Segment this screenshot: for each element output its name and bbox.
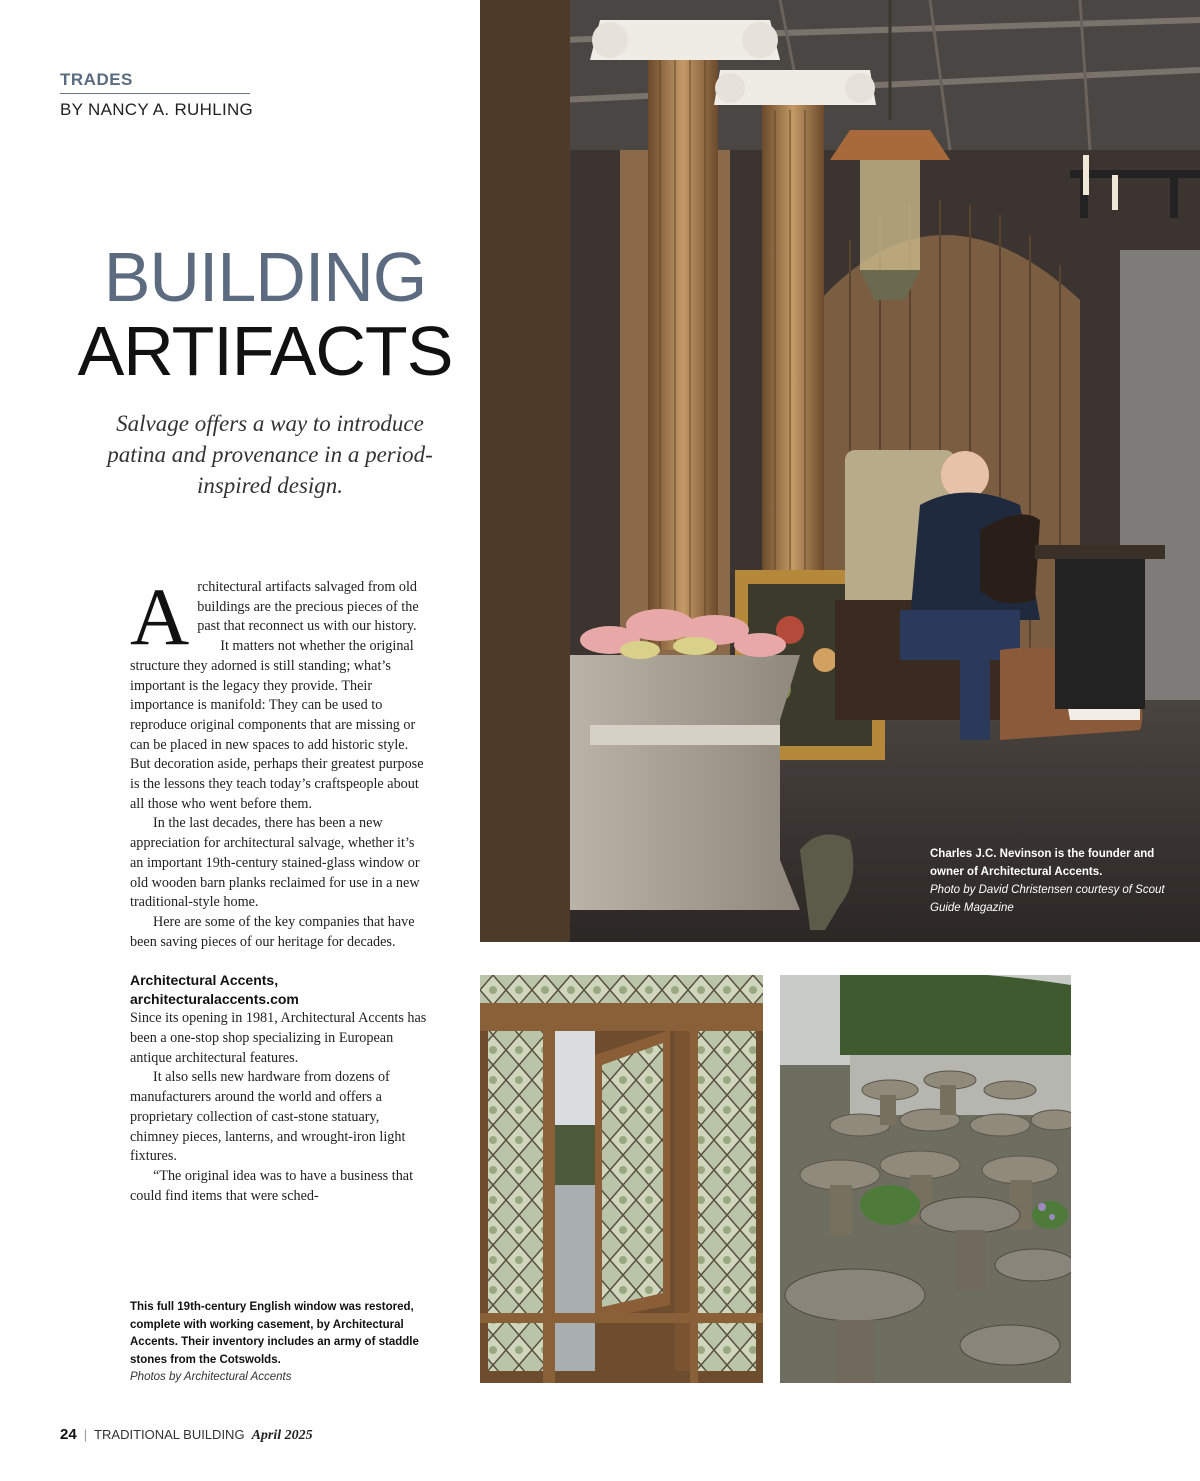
bottom-caption-credit: Photos by Architectural Accents <box>130 1371 292 1383</box>
article-body <box>130 571 430 1206</box>
headline-line-1: BUILDING <box>103 238 427 316</box>
paragraph-6: It also sells new hardware from dozens of manufacturers around the world and offers a proprietary collection of cast-stone statuary, chimney pieces, lanterns, and wrought-iron light fixtures. <box>130 1069 406 1165</box>
headline <box>60 240 470 388</box>
page-number: 24 <box>60 1426 77 1443</box>
main-caption-text: Charles J.C. Nevinson is the founder and owner of Architectural Accents. <box>930 848 1155 878</box>
drop-cap: A <box>130 571 190 662</box>
main-photo <box>480 0 1200 942</box>
bottom-photos-caption <box>130 1299 430 1387</box>
staddle-stones-photo <box>780 975 1071 1383</box>
paragraph-1 <box>130 571 430 662</box>
paragraph-5: Since its opening in 1981, Architectural Accents has been a one-stop shop specializing in European antique architectural features. <box>130 1010 427 1066</box>
main-photo-caption <box>930 845 1180 917</box>
page-footer <box>60 1426 313 1444</box>
main-caption-credit: Photo by David Christensen courtesy of Scout Guide Magazine <box>930 884 1165 914</box>
stained-glass-window-photo <box>480 975 763 1383</box>
headline-line-2: ARTIFACTS <box>77 312 453 390</box>
section-label: TRADES <box>60 70 250 94</box>
paragraph-4: Here are some of the key companies that have been saving pieces of our heritage for decades. <box>130 913 415 950</box>
issue-date: April 2025 <box>251 1428 313 1443</box>
byline: BY NANCY A. RUHLING <box>60 100 254 119</box>
paragraph-2: It matters not whether the original structure they adorned is still standing; what’s important is the legacy they provide. Their importance is manifold: They can be used to reproduce original components that are missing or can be placed in new spaces to add historic style. But decoration aside, perhaps their greatest purpose is the lessons they teach today’s craftspeople about all those who went before them. <box>130 638 424 812</box>
paragraph-3: In the last decades, there has been a new appreciation for architectural salvage, whether it’s an important 19th-century stained-glass window or old wooden barn planks reclaimed for use in a new traditional-style home. <box>130 815 420 911</box>
company-name: Architectural Accents, <box>130 972 279 989</box>
paragraph-7: “The original idea was to have a business that could find items that were sched- <box>130 1167 414 1204</box>
company-subhead <box>130 971 430 1009</box>
bottom-caption-text: This full 19th-century English window was restored, complete with working casement, by Architectural Accents. Their inventory includes an army of staddle stones from the Cotswolds. <box>130 1301 419 1366</box>
magazine-name: TRADITIONAL BUILDING <box>94 1427 245 1442</box>
footer-separator: | <box>83 1427 88 1442</box>
dek: Salvage offers a way to introduce patina and provenance in a period-inspired design. <box>107 411 433 498</box>
company-url: architecturalaccents.com <box>130 991 299 1008</box>
paragraph-1-text: rchitectural artifacts salvaged from old buildings are the precious pieces of the past that reconnect us with our history. <box>197 579 419 635</box>
